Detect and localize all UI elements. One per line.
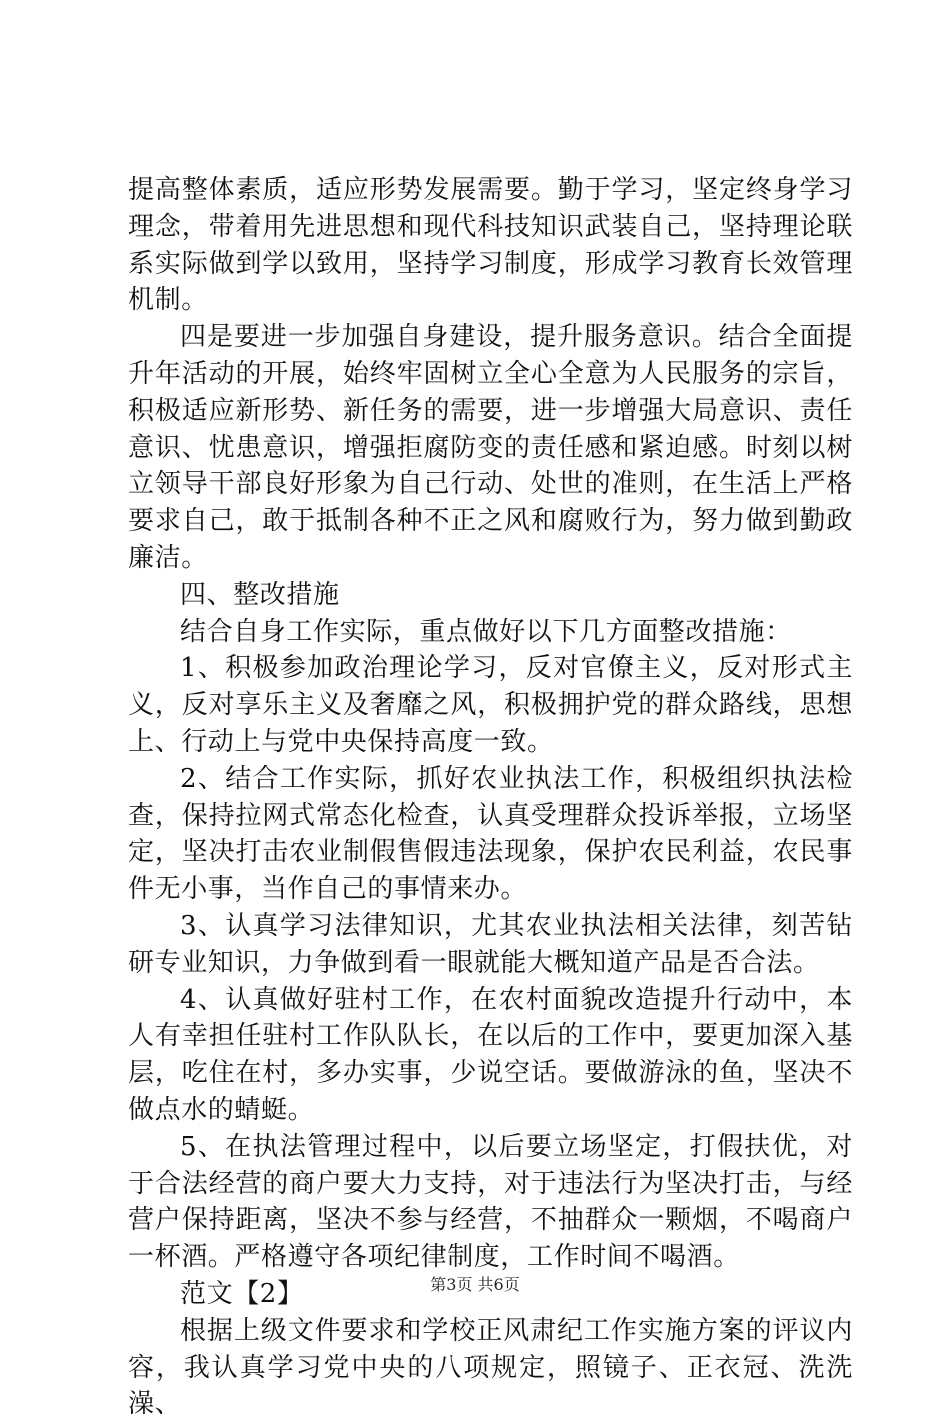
- list-item-3: 3、认真学习法律知识，尤其农业执法相关法律，刻苦钻研专业知识，力争做到看一眼就能大概知道产品是否合法。: [128, 910, 853, 978]
- list-item-1: 1、积极参加政治理论学习，反对官僚主义，反对形式主义，反对享乐主义及奢靡之风，积极拥护党的群众路线，思想上、行动上与党中央保持高度一致。: [128, 653, 853, 757]
- section-heading: 四、整改措施: [180, 579, 340, 610]
- list-item-4: 4、认真做好驻村工作，在农村面貌改造提升行动中，本人有幸担任驻村工作队队长，在以后的工作中，要更加深入基层，吃住在村，多办实事，少说空话。要做游泳的鱼，坚决不做点水的蜻蜓。: [128, 984, 853, 1125]
- list-item-2: 2、结合工作实际，抓好农业执法工作，积极组织执法检查，保持拉网式常态化检查，认真受理群众投诉举报，立场坚定，坚决打击农业制假售假违法现象，保护农民利益，农民事件无小事，当作自己的事情来办。: [128, 763, 853, 905]
- page-number-footer: 第3页 共6页: [430, 1275, 520, 1294]
- sample-heading: 范文【2】: [180, 1278, 304, 1309]
- list-item-5: 5、在执法管理过程中，以后要立场坚定，打假扶优，对于合法经营的商户要大力支持，对于违法行为坚决打击，与经营户保持距离，坚决不参与经营，不抽群众一颗烟，不喝商户一杯酒。严格遵守各项纪律制度，工作时间不喝酒。: [128, 1131, 853, 1273]
- paragraph-1: 提高整体素质，适应形势发展需要。勤于学习，坚定终身学习理念，带着用先进思想和现代科技知识武装自己，坚持理论联系实际做到学以致用，坚持学习制度，形成学习教育长效管理机制。: [128, 175, 853, 316]
- paragraph-2: 四是要进一步加强自身建设，提升服务意识。结合全面提升年活动的开展，始终牢固树立全心全意为人民服务的宗旨，积极适应新形势、新任务的需要，进一步增强大局意识、责任意识、忧患意识，增强拒腐防变的责任感和紧迫感。时刻以树立领导干部良好形象为自己行动、处世的准则，在生活上严格要求自己，敢于抵制各种不正之风和腐败行为，努力做到勤政廉洁。: [128, 322, 853, 573]
- document-body: [128, 172, 853, 1423]
- paragraph-intro: 结合自身工作实际，重点做好以下几方面整改措施：: [180, 616, 792, 647]
- paragraph-last: 根据上级文件要求和学校正风肃纪工作实施方案的评议内容，我认真学习党中央的八项规定，照镜子、正衣冠、洗洗澡、: [128, 1315, 853, 1420]
